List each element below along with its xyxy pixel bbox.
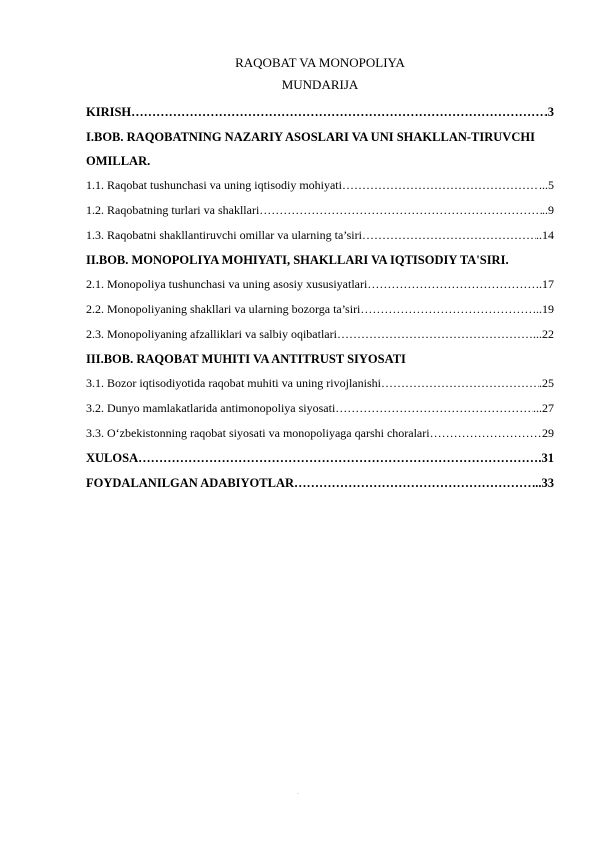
toc-page-number: ...22 — [533, 327, 554, 341]
toc-entry-text: II.BOB. MONOPOLIYA MOHIYATI, SHAKLLARI VA IQTISODIY TA'SIRI. — [86, 253, 509, 267]
toc-page-number: ...27 — [533, 401, 554, 415]
toc-entry — [86, 173, 554, 198]
toc-page-number: ...5 — [539, 178, 554, 192]
toc-entry — [86, 471, 554, 496]
toc-entry — [86, 125, 554, 173]
toc-entry — [86, 248, 554, 272]
dot-leader — [367, 272, 539, 297]
dot-leader — [337, 322, 533, 347]
toc-entry-text: I.BOB. RAQOBATNING NAZARIY ASOSLARI VA UNI SHAKLLAN-TIRUVCHI OMILLAR. — [86, 130, 535, 168]
contents-heading: MUNDARIJA — [281, 77, 359, 92]
toc-page-number: 29 — [542, 426, 554, 440]
toc-entry-text: 1.3. Raqobatni shakllantiruvchi omillar va ularning ta’siri — [86, 228, 362, 242]
toc-entry-text: KIRISH — [86, 105, 132, 119]
toc-page-number: ..9 — [542, 203, 554, 217]
toc-entry-text: 2.2. Monopoliyaning shakllari va ularning bozorga ta’siri — [86, 302, 361, 316]
toc-page-number: .3 — [544, 105, 554, 119]
document-page — [86, 52, 554, 496]
toc-page-number: ..19 — [536, 302, 554, 316]
toc-entry-text: III.BOB. RAQOBAT MUHITI VA ANTITRUST SIYOSATI — [86, 352, 406, 366]
toc-entry-text: XULOSA — [86, 451, 139, 465]
toc-entry — [86, 421, 554, 446]
toc-entry-text: 1.2. Raqobatning turlari va shakllari — [86, 203, 260, 217]
toc-entry-text: 3.3. O‘zbekistonning raqobat siyosati va monopoliyaga qarshi choralari — [86, 426, 430, 440]
toc-entry — [86, 347, 554, 371]
toc-page-number: .25 — [539, 376, 554, 390]
toc-entry-text: 1.1. Raqobat tushunchasi va uning iqtisodiy mohiyati — [86, 178, 342, 192]
toc-page-number: ...33 — [532, 476, 554, 490]
dot-leader — [294, 471, 532, 496]
toc-entry-text: 2.1. Monopoliya tushunchasi va uning asosiy xususiyatlari — [86, 277, 368, 291]
toc-entry — [86, 322, 554, 347]
toc-entry — [86, 446, 554, 471]
toc-entry-text: 2.3. Monopoliyaning afzalliklari va salbiy oqibatlari — [86, 327, 337, 341]
dot-leader — [259, 198, 542, 223]
toc-page-number: ..14 — [536, 228, 554, 242]
dot-leader — [335, 396, 533, 421]
toc-entry-text: FOYDALANILGAN ADABIYOTLAR — [86, 476, 295, 490]
document-title: RAQOBAT VA MONOPOLIYA — [235, 55, 405, 70]
toc-entry — [86, 198, 554, 223]
dot-leader — [131, 100, 544, 125]
toc-entry — [86, 100, 554, 125]
table-of-contents — [86, 100, 554, 496]
page-marker: . — [297, 790, 299, 796]
dot-leader — [430, 421, 542, 446]
dot-leader — [360, 297, 536, 322]
toc-entry — [86, 396, 554, 421]
toc-entry — [86, 272, 554, 297]
dot-leader — [381, 371, 539, 396]
dot-leader — [342, 173, 539, 198]
toc-entry — [86, 297, 554, 322]
toc-page-number: .31 — [538, 451, 554, 465]
toc-page-number: .17 — [539, 277, 554, 291]
dot-leader — [138, 446, 538, 471]
toc-entry — [86, 223, 554, 248]
toc-entry — [86, 371, 554, 396]
toc-entry-text: 3.1. Bozor iqtisodiyotida raqobat muhiti va uning rivojlanishi — [86, 376, 381, 390]
dot-leader — [362, 223, 536, 248]
toc-entry-text: 3.2. Dunyo mamlakatlarida antimonopoliya siyosati — [86, 401, 336, 415]
